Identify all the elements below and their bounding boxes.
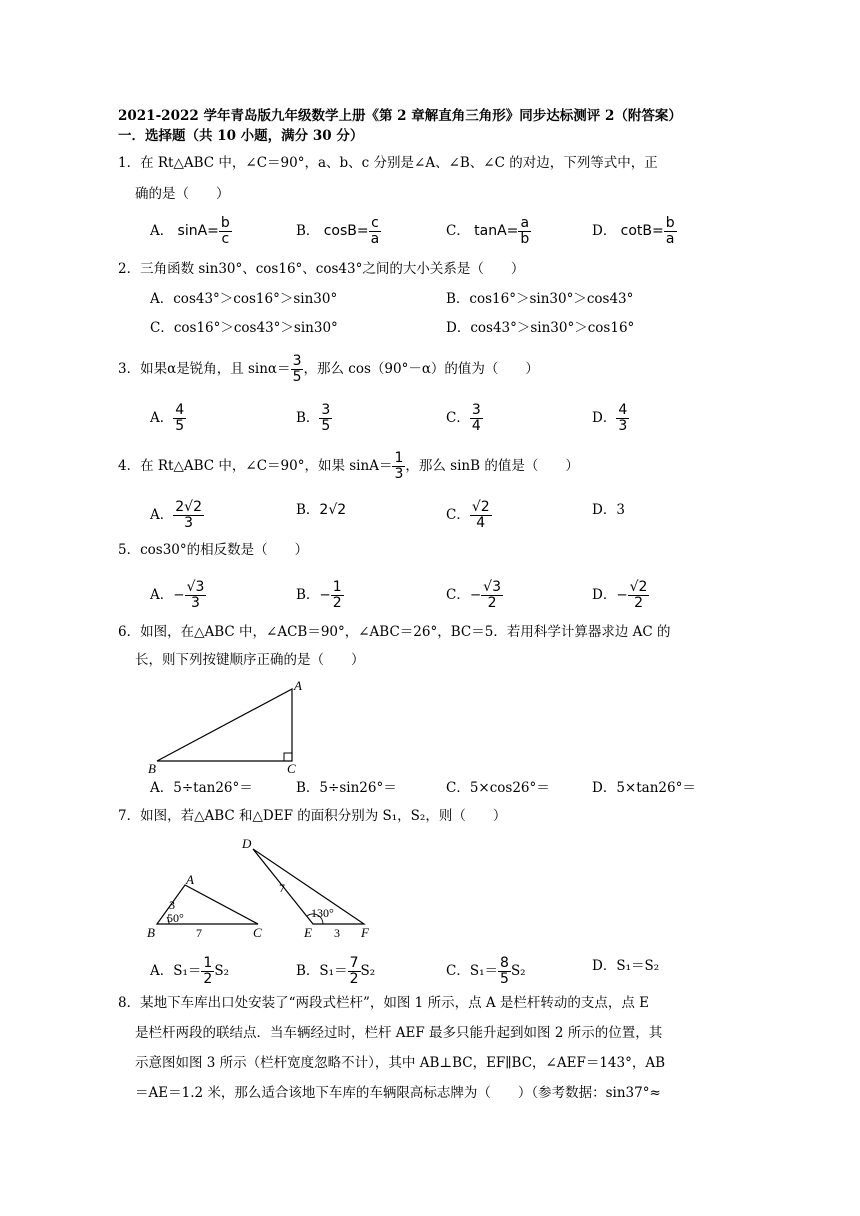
q7-angle-b: 50°: [167, 911, 184, 925]
q5-option-d: D．− $\frac{√2}{2}$: [592, 579, 648, 611]
q6-stem-line1: 6．如图，在△ABC 中，∠ACB＝90°，∠ABC＝26°，BC＝5．若用科学计算器求边 AC 的: [118, 624, 671, 640]
q7-label-d: D: [242, 836, 252, 851]
q4-option-b: B．2√2: [296, 502, 347, 518]
q6-label-a: A: [294, 678, 302, 693]
q1-stem-line2: 确的是（ ）: [135, 186, 230, 202]
q6-triangle-figure: [140, 676, 320, 776]
q4-option-d: D．3: [592, 502, 625, 518]
q7-label-c: C: [253, 925, 262, 940]
q2-option-b: B．cos16°＞sin30°＞cos43°: [446, 291, 634, 307]
q2-option-a: A．cos43°＞cos16°＞sin30°: [150, 291, 338, 307]
q7-label-f: F: [361, 925, 369, 940]
section-heading: 一．选择题（共 10 小题，满分 30 分）: [118, 128, 364, 144]
q7-option-d: D．S₁＝S₂: [592, 958, 660, 974]
q5-option-b: B．− $\frac{1}{2}$: [296, 579, 342, 611]
q1-option-c: C． tanA= $\frac{a}{b}$: [446, 215, 530, 247]
q7-triangles-figure: [140, 832, 380, 947]
q1-option-a: A． sinA= $\frac{b}{c}$: [150, 215, 230, 247]
q3-option-c: C． $\frac{3}{4}$: [446, 402, 481, 434]
document-title: 2021-2022 学年青岛版九年级数学上册《第 2 章解直角三角形》同步达标测评 2（附答案）: [118, 108, 682, 124]
q6-label-b: B: [148, 761, 156, 776]
q7-label-a: A: [186, 872, 194, 887]
q5-option-c: C．− $\frac{√3}{2}$: [446, 579, 501, 611]
q4-option-c: C． $\frac{√2}{4}$: [446, 499, 490, 531]
q2-option-c: C．cos16°＞cos43°＞sin30°: [150, 320, 338, 336]
q3-option-d: D． $\frac{4}{3}$: [592, 402, 628, 434]
q4-stem: 4．在 Rt△ABC 中，∠C＝90°，如果 sinA＝ $\frac{1}{3}$ ，那么 sinB 的值是（ ）: [118, 450, 579, 482]
q7-label-b: B: [147, 925, 155, 940]
q4-option-a: A． $\frac{2√2}{3}$: [150, 499, 202, 531]
q6-option-c: C．5×cos26°＝: [446, 780, 550, 796]
q6-option-b: B．5÷sin26°＝: [296, 780, 397, 796]
q7-option-c: C．S₁＝ $\frac{8}{5}$ S₂: [446, 955, 526, 987]
q1-stem-line1: 1．在 Rt△ABC 中，∠C＝90°，a、b、c 分别是∠A、∠B、∠C 的对边，下列等式中，正: [118, 155, 658, 171]
q7-stem: 7．如图，若△ABC 和△DEF 的面积分别为 S₁，S₂，则（ ）: [118, 808, 507, 824]
q1-option-d: D． cotB= $\frac{b}{a}$: [592, 215, 675, 247]
q7-angle-e: 130°: [311, 906, 334, 920]
q8-stem-line4: ＝AE＝1.2 米，那么适合该地下车库的车辆限高标志牌为（ ）（参考数据：sin37°≈: [135, 1085, 661, 1101]
q3-option-b: B． $\frac{3}{5}$: [296, 402, 331, 434]
q7-option-b: B．S₁＝ $\frac{7}{2}$ S₂: [296, 955, 376, 987]
q7-side-bc: 7: [196, 926, 202, 940]
q5-option-a: A．− $\frac{√3}{3}$: [150, 579, 205, 611]
q6-option-a: A．5÷tan26°＝: [150, 780, 253, 796]
q6-option-d: D．5×tan26°＝: [592, 780, 696, 796]
q2-stem: 2．三角函数 sin30°、cos16°、cos43°之间的大小关系是（ ）: [118, 261, 525, 277]
q8-stem-line3: 示意图如图 3 所示（栏杆宽度忽略不计），其中 AB⊥BC，EF∥BC，∠AEF＝143°，AB: [135, 1055, 666, 1071]
q7-side-ab: 3: [169, 898, 175, 912]
q6-stem-line2: 长，则下列按键顺序正确的是（ ）: [135, 652, 365, 668]
q7-label-e: E: [304, 925, 312, 940]
q1-option-b: B． cosB= $\frac{c}{a}$: [296, 215, 380, 247]
q3-stem: 3．如果α是锐角，且 sinα＝ $\frac{3}{5}$ ，那么 cos（90°－α）的值为（ ）: [118, 353, 539, 385]
q8-stem-line2: 是栏杆两段的联结点．当车辆经过时，栏杆 AEF 最多只能升起到如图 2 所示的位置，其: [135, 1025, 663, 1041]
q7-side-ef: 3: [334, 926, 340, 940]
q2-option-d: D．cos43°＞sin30°＞cos16°: [446, 320, 635, 336]
q6-label-c: C: [287, 761, 296, 776]
q7-side-de: 7: [279, 881, 285, 895]
q3-option-a: A． $\frac{4}{5}$: [150, 402, 185, 434]
q7-option-a: A．S₁＝ $\frac{1}{2}$ S₂: [150, 955, 230, 987]
q5-stem: 5．cos30°的相反数是（ ）: [118, 542, 309, 558]
q8-stem-line1: 8．某地下车库出口处安装了“两段式栏杆”，如图 1 所示，点 A 是栏杆转动的支点，点 E: [118, 995, 650, 1011]
